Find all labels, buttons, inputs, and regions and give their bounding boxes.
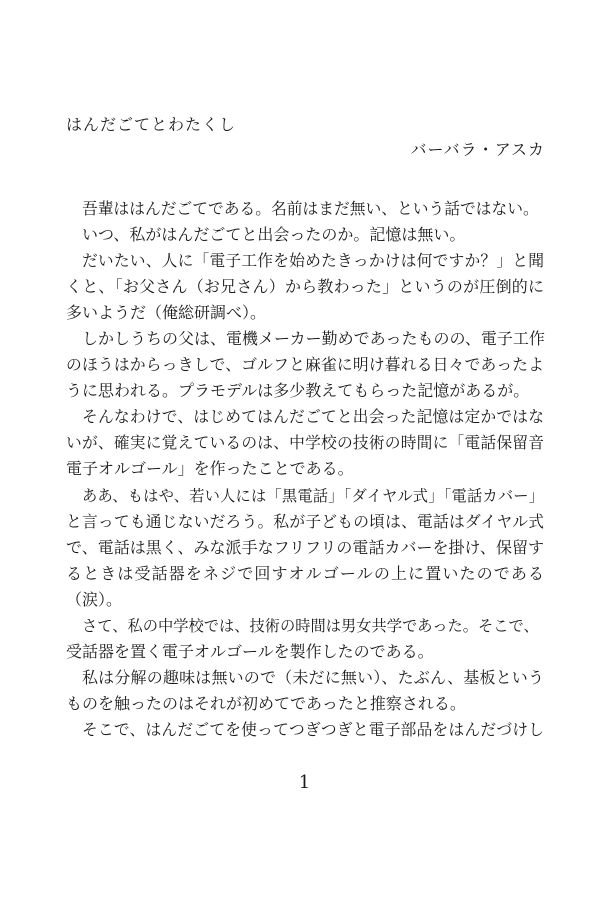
text-line: そんなわけで、はじめてはんだごてと出会った記憶は定かではな (82, 407, 544, 427)
text-line: そこで、はんだごてを使ってつぎつぎと電子部品をはんだづけし (82, 719, 544, 739)
page-number: 1 (298, 772, 311, 793)
text-line: 電子オルゴール」を作ったことである。 (66, 459, 354, 479)
text-line: ものを触ったのはそれが初めてであったと推察される。 (66, 693, 466, 713)
text-line: のほうはからっきしで、ゴルフと麻雀に明け暮れる日々であったよ (66, 355, 544, 375)
text-line: 多いようだ（俺総研調べ）。 (66, 303, 267, 323)
text-line: るときは受話器をネジで回すオルゴールの上に置いたのである (66, 563, 544, 583)
text-line: くと、「お父さん（お兄さん）から教わった」というのが圧倒的に (66, 277, 544, 297)
author-name: バーバラ・アスカ (410, 140, 545, 159)
text-line: ああ、もはや、若い人には「黒電話」「ダイヤル式」「電話カバー」 (82, 486, 544, 505)
text-line: と言っても通じないだろう。私が子どもの頃は、電話はダイヤル式 (66, 511, 544, 531)
text-line: しかしうちの父は、電機メーカー勤めであったものの、電子工作 (82, 329, 545, 349)
body-text (66, 196, 544, 743)
text-line: いが、確実に覚えているのは、中学校の技術の時間に「電話保留音 (66, 433, 544, 453)
text-line: で、電話は黒く、みな派手なフリフリの電話カバーを掛け、保留す (66, 537, 544, 557)
text-line: 受話器を置く電子オルゴールを製作したのである。 (66, 641, 434, 661)
text-line: 私は分解の趣味は無いので（未だに無い）、たぶん、基板という (82, 667, 544, 687)
text-line: （涙）。 (66, 589, 123, 609)
text-line: だいたい、人に「電子工作を始めたきっかけは何ですか？」と聞 (82, 251, 544, 271)
essay-title: はんだごてとわたくし (66, 115, 237, 134)
text-line: いつ、私がはんだごてと出会ったのか。記憶は無い。 (82, 225, 466, 245)
text-line: さて、私の中学校では、技術の時間は男女共学であった。そこで、 (82, 616, 539, 635)
text-line: うに思われる。プラモデルは多少教えてもらった記憶があるが。 (66, 381, 530, 401)
text-line: 吾輩ははんだごてである。名前はまだ無い、という話ではない。 (82, 199, 539, 218)
